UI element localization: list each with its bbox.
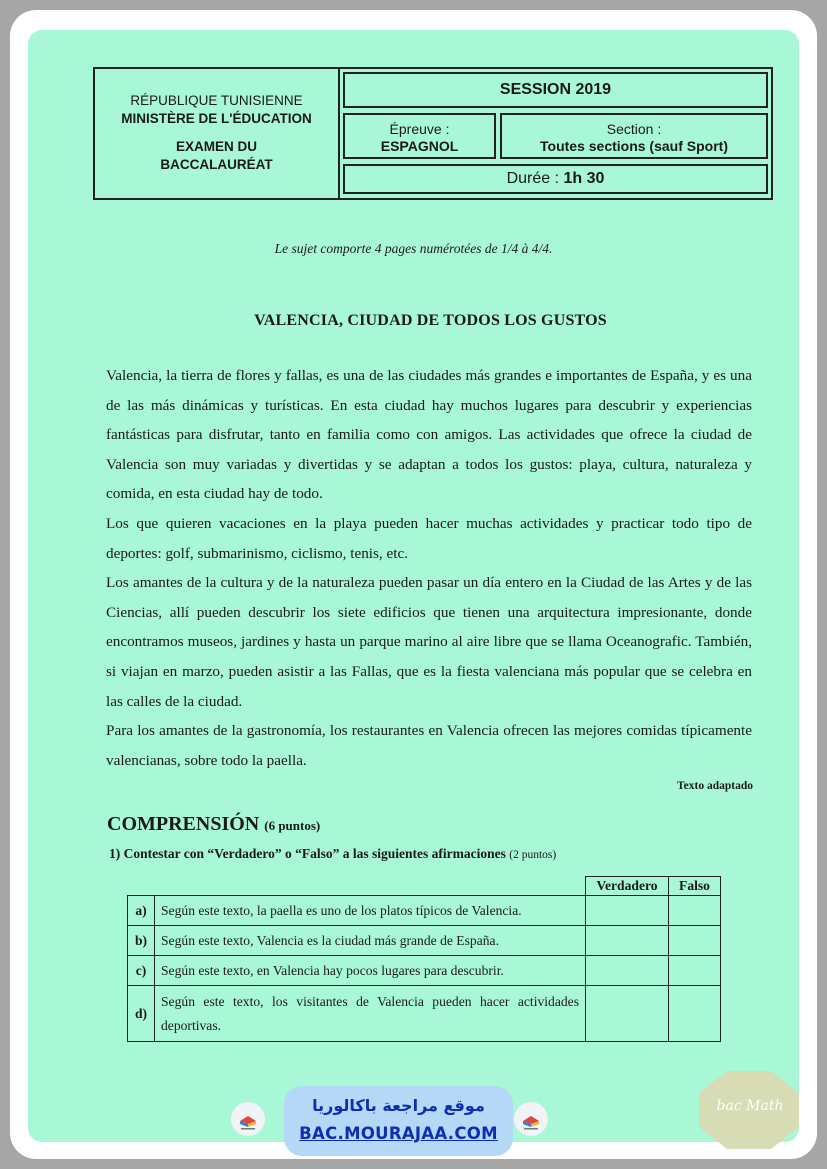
paragraph: Los amantes de la cultura y de la naturaleza pueden pasar un día entero en la Ciudad de las Artes y de las Ciencias, allí pueden descubrir los siete edificios que tienen una arquitectura impresionante, donde encontramos museos, jardines y hasta un parque marino al aire libre que se llama Oceanografic. También, si viajan en marzo, pueden asistir a las Fallas, que es la fiesta valenciana más popular que se celebra en las calles de la ciudad.	[106, 574, 752, 710]
badge-label: bac Math	[716, 1098, 784, 1114]
col-header-false: Falso	[669, 877, 721, 896]
row-statement: Según este texto, los visitantes de Valencia pueden hacer actividades deportivas.	[155, 986, 586, 1042]
row-letter: b)	[128, 926, 155, 956]
table-row	[128, 986, 721, 1042]
question-1	[109, 846, 556, 862]
exam-label-line1: EXAMEN DU	[175, 139, 257, 154]
row-letter: a)	[128, 896, 155, 926]
answer-false-cell[interactable]	[669, 896, 721, 926]
section-heading	[107, 813, 320, 836]
row-letter: d)	[128, 986, 155, 1042]
epreuve-label: Épreuve :	[389, 121, 450, 137]
question-1-text: 1) Contestar con “Verdadero” o “Falso” a las siguientes afirmaciones	[109, 846, 506, 861]
answer-true-cell[interactable]	[586, 986, 669, 1042]
section-value: Toutes sections (sauf Sport)	[540, 138, 728, 154]
row-statement: Según este texto, Valencia es la ciudad más grande de España.	[155, 926, 586, 956]
epreuve-value: ESPAGNOL	[380, 138, 459, 154]
answer-true-cell[interactable]	[586, 896, 669, 926]
session-cell: SESSION 2019	[343, 72, 768, 108]
table-row	[128, 896, 721, 926]
duree-label: Durée :	[506, 170, 560, 187]
country-label: RÉPUBLIQUE TUNISIENNE	[130, 93, 303, 108]
paragraph: Para los amantes de la gastronomía, los restaurantes en Valencia ofrecen las mejores comidas típicamente valencianas, sobre todo la paella.	[106, 722, 752, 769]
watermark-url[interactable]: BAC.MOURAJAA.COM	[299, 1124, 498, 1143]
epreuve-cell	[343, 113, 496, 159]
row-statement: Según este texto, en Valencia hay pocos lugares para descubrir.	[155, 956, 586, 986]
row-letter: c)	[128, 956, 155, 986]
right-logo-icon	[514, 1102, 548, 1136]
article-title: VALENCIA, CIUDAD DE TODOS LOS GUSTOS	[254, 312, 607, 329]
table-corner	[128, 877, 586, 896]
paragraph: Los que quieren vacaciones en la playa pueden hacer muchas actividades y practicar todo tipo de deportes: golf, submarinismo, ciclismo, tenis, etc.	[106, 514, 752, 562]
site-watermark[interactable]	[284, 1086, 513, 1156]
section-label: Section :	[606, 121, 662, 137]
answer-true-cell[interactable]	[586, 926, 669, 956]
exam-label-line2: BACCALAURÉAT	[160, 157, 273, 172]
question-1-points: (2 puntos)	[509, 849, 557, 861]
section-cell	[500, 113, 768, 159]
institution-block	[95, 69, 340, 198]
duree-value: 1h 30	[563, 170, 605, 187]
duree-cell	[343, 164, 768, 194]
section-title: COMPRENSIÓN	[107, 813, 260, 835]
left-logo-icon	[231, 1102, 265, 1136]
answer-false-cell[interactable]	[669, 986, 721, 1042]
col-header-true: Verdadero	[586, 877, 669, 896]
exam-header	[93, 67, 773, 200]
article-body	[106, 361, 752, 775]
ministry-label: MINISTÈRE DE L'ÉDUCATION	[121, 111, 312, 126]
answer-false-cell[interactable]	[669, 956, 721, 986]
answer-false-cell[interactable]	[669, 926, 721, 956]
row-statement: Según este texto, la paella es uno de los platos típicos de Valencia.	[155, 896, 586, 926]
table-row	[128, 926, 721, 956]
true-false-table	[127, 876, 721, 1042]
watermark-arabic: موقع مراجعة باكالوريا	[312, 1096, 485, 1115]
table-row	[128, 956, 721, 986]
section-points: (6 puntos)	[264, 818, 321, 833]
page-count-note: Le sujet comporte 4 pages numérotées de 1/4 à 4/4.	[274, 241, 553, 256]
source-note: Texto adaptado	[677, 780, 753, 792]
answer-true-cell[interactable]	[586, 956, 669, 986]
paragraph: Valencia, la tierra de flores y fallas, es una de las ciudades más grandes e importantes de España, y es una de las más dinámicas y turísticas. En esta ciudad hay muchos lugares para descubrir y experiencias fantásticas para disfrutar, tanto en familia como con amigos. Las actividades que ofrece la ciudad de Valencia son muy variadas y divertidas y se adaptan a todos los gustos: playa, cultura, naturaleza y comida, en esta ciudad hay de todo.	[106, 367, 752, 503]
